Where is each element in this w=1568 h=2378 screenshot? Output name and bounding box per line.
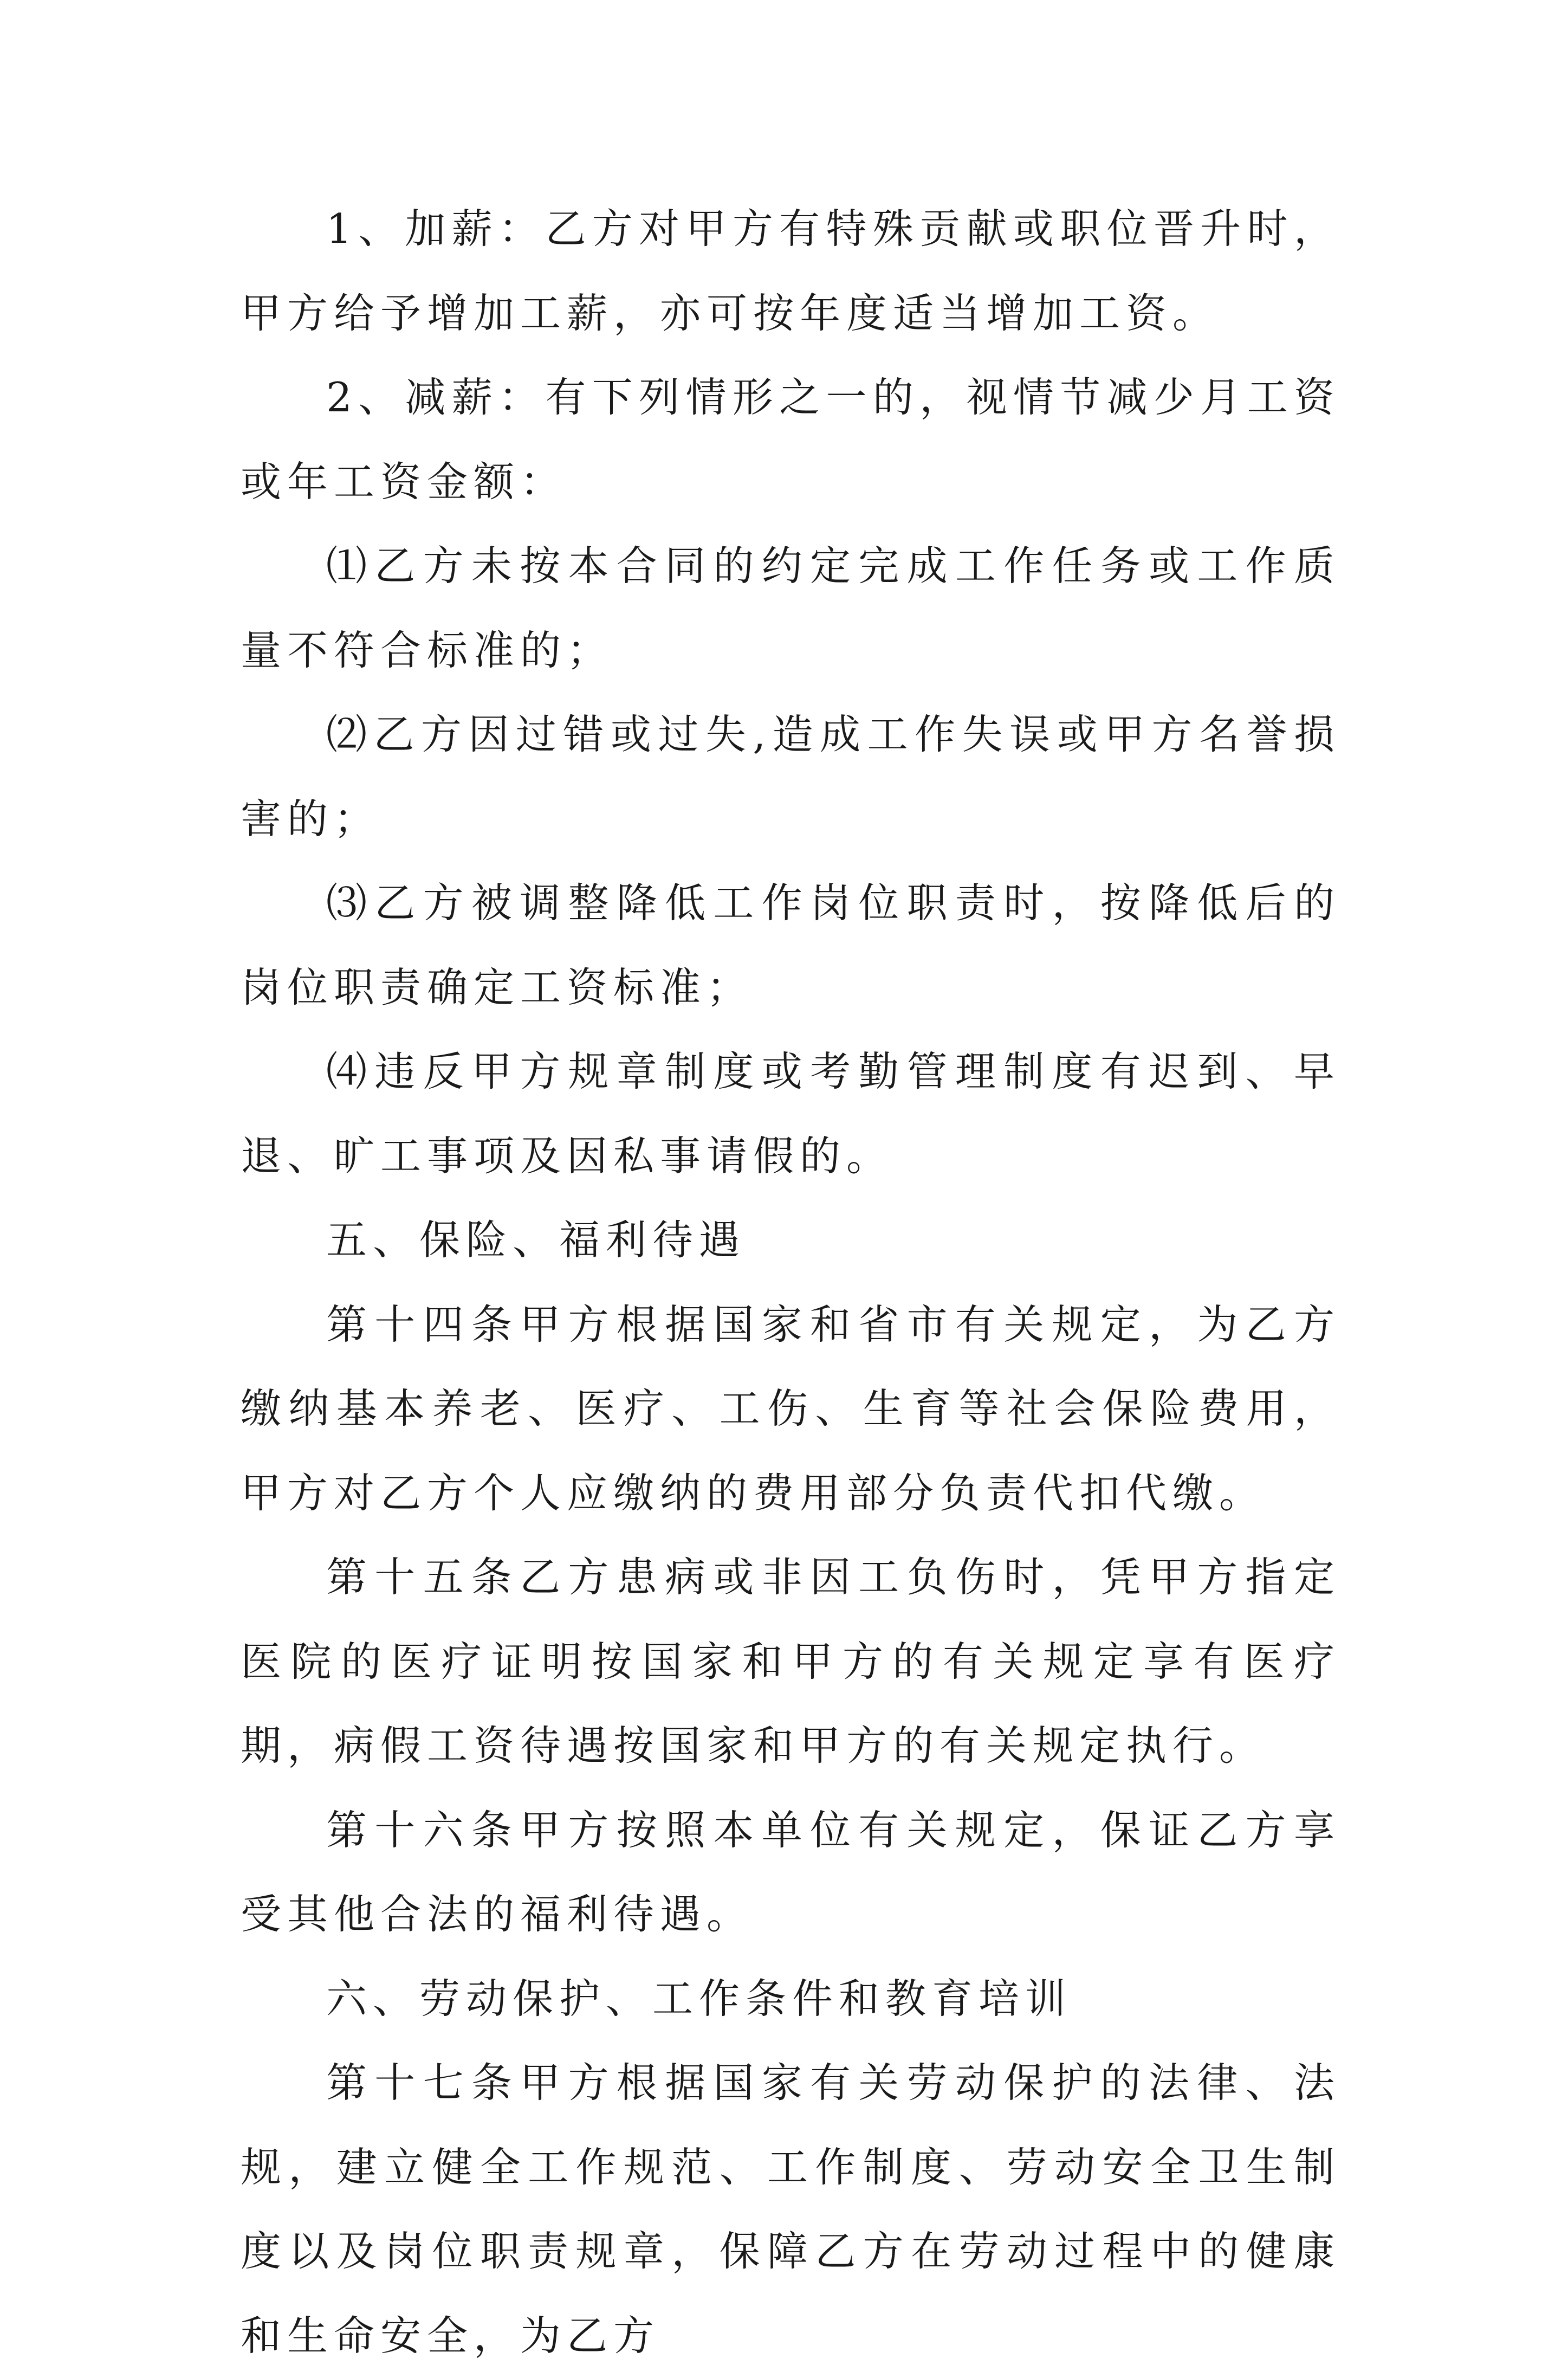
paragraph-article-16: 第十六条甲方按照本单位有关规定，保证乙方享受其他合法的福利待遇。 — [241, 1806, 1340, 1938]
paragraph-item-3: ⑶乙方被调整降低工作岗位职责时，按降低后的岗位职责确定工资标准； — [241, 879, 1340, 1011]
paragraph-reduction: 2、减薪：有下列情形之一的，视情节减少月工资或年工资金额： — [241, 373, 1340, 506]
paragraph-article-15: 第十五条乙方患病或非因工负伤时，凭甲方指定医院的医疗证明按国家和甲方的有关规定享有医疗期，病假工资待遇按国家和甲方的有关规定执行。 — [241, 1553, 1340, 1769]
paragraph-article-14: 第十四条甲方根据国家和省市有关规定，为乙方缴纳基本养老、医疗、工伤、生育等社会保险费用，甲方对乙方个人应缴纳的费用部分负责代扣代缴。 — [241, 1300, 1340, 1517]
section-heading-insurance: 五、保险、福利待遇 — [326, 1216, 746, 1264]
document-body — [241, 187, 1340, 2378]
paragraph-item-2: ⑵乙方因过错或过失,造成工作失误或甲方名誉损害的； — [241, 710, 1340, 843]
paragraph-item-4: ⑷违反甲方规章制度或考勤管理制度有迟到、早退、旷工事项及因私事请假的。 — [241, 1048, 1340, 1180]
paragraph-article-17: 第十七条甲方根据国家有关劳动保护的法律、法规，建立健全工作规范、工作制度、劳动安全卫生制度以及岗位职责规章，保障乙方在劳动过程中的健康和生命安全，为乙方 — [241, 2059, 1340, 2360]
paragraph-item-1: ⑴乙方未按本合同的约定完成工作任务或工作质量不符合标准的； — [241, 542, 1340, 674]
section-heading-labor-protection: 六、劳动保护、工作条件和教育培训 — [326, 1974, 1072, 2022]
paragraph-raise: 1、加薪：乙方对甲方有特殊贡献或职位晋升时，甲方给予增加工薪，亦可按年度适当增加工资。 — [241, 205, 1340, 337]
